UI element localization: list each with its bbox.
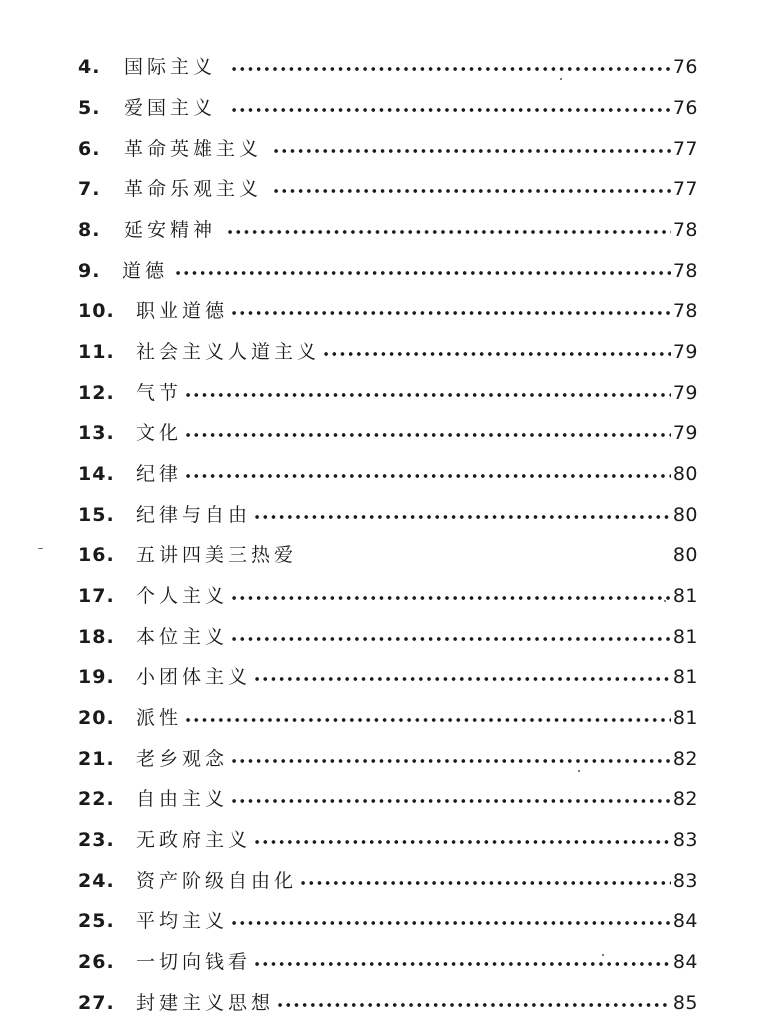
entry-number: 7.: [78, 178, 101, 200]
entry-number: 11.: [78, 341, 115, 363]
toc-entry: [78, 174, 698, 204]
entry-page-number: 80: [672, 463, 698, 485]
dot-leader: [226, 229, 671, 235]
entry-number: 5.: [78, 97, 101, 119]
entry-number: 13.: [78, 422, 115, 444]
toc-entry: [78, 459, 698, 489]
entry-page-number: 77: [672, 138, 698, 160]
entry-title: 个人主义: [136, 585, 229, 607]
entry-number: 27.: [78, 992, 115, 1014]
dot-leader: [230, 595, 671, 601]
entry-title: 气节: [136, 382, 183, 404]
entry-page-number: 77: [672, 178, 698, 200]
entry-page-number: 85: [672, 992, 698, 1014]
toc-entry: [78, 215, 698, 245]
dot-leader: [253, 676, 671, 682]
entry-page-number: 83: [672, 829, 698, 851]
dot-leader: [230, 636, 671, 642]
entry-number: 14.: [78, 463, 115, 485]
entry-number: 6.: [78, 138, 101, 160]
entry-page-number: 82: [672, 788, 698, 810]
dot-leader: [230, 107, 671, 113]
entry-title: 无政府主义: [136, 829, 252, 851]
entry-title: 资产阶级自由化: [136, 870, 298, 892]
entry-page-number: 79: [672, 422, 698, 444]
entry-page-number: 76: [672, 97, 698, 119]
dot-leader: [184, 717, 671, 723]
toc-entry: [78, 256, 698, 286]
dot-leader: [253, 961, 671, 967]
dot-leader: [184, 473, 671, 479]
entry-title: 国际主义: [124, 56, 217, 78]
entry-page-number: 80: [672, 504, 698, 526]
dot-leader: [253, 839, 671, 845]
entry-title: 道德: [122, 260, 169, 282]
entry-title: 老乡观念: [136, 748, 229, 770]
dot-leader: [230, 920, 671, 926]
entry-page-number: 76: [672, 56, 698, 78]
dot-leader: [174, 270, 671, 276]
dot-leader: [230, 798, 671, 804]
entry-number: 23.: [78, 829, 115, 851]
entry-page-number: 81: [672, 707, 698, 729]
toc-entry: [78, 93, 698, 123]
entry-number: 16.: [78, 544, 115, 566]
entry-title: 平均主义: [136, 910, 229, 932]
dot-leader: [272, 188, 671, 194]
toc-entry: [78, 52, 698, 82]
entry-title: 封建主义思想: [136, 992, 275, 1014]
entry-title: 本位主义: [136, 626, 229, 648]
entry-page-number: 82: [672, 748, 698, 770]
entry-number: 19.: [78, 666, 115, 688]
entry-number: 15.: [78, 504, 115, 526]
toc-entry: [78, 866, 698, 896]
entry-number: 24.: [78, 870, 115, 892]
scan-speck: [602, 954, 604, 956]
dot-leader: [184, 392, 671, 398]
entry-page-number: 81: [672, 666, 698, 688]
entry-title: 五讲四美三热爱: [136, 544, 298, 566]
entry-number: 21.: [78, 748, 115, 770]
toc-entry: [78, 500, 698, 530]
scan-speck: [560, 78, 562, 80]
entry-number: 18.: [78, 626, 115, 648]
entry-page-number: 81: [672, 626, 698, 648]
entry-page-number: 84: [672, 910, 698, 932]
toc-entry: [78, 784, 698, 814]
entry-title: 爱国主义: [124, 97, 217, 119]
toc-entry: [78, 540, 698, 570]
entry-title: 一切向钱看: [136, 951, 252, 973]
entry-title: 自由主义: [136, 788, 229, 810]
entry-title: 文化: [136, 422, 183, 444]
dot-leader: [230, 66, 671, 72]
entry-title: 社会主义人道主义: [136, 341, 321, 363]
toc-entry: [78, 662, 698, 692]
dot-leader: [230, 758, 671, 764]
scan-speck: [38, 548, 43, 549]
entry-title: 纪律与自由: [136, 504, 252, 526]
entry-page-number: 81: [672, 585, 698, 607]
scan-speck: [578, 770, 580, 772]
entry-title: 革命英雄主义: [124, 138, 263, 160]
toc-entry: [78, 296, 698, 326]
toc-entry: [78, 988, 698, 1018]
dot-leader: [299, 880, 671, 886]
entry-title: 延安精神: [124, 219, 217, 241]
dot-leader: [322, 351, 671, 357]
toc-entry: [78, 825, 698, 855]
scan-speck: [664, 600, 666, 602]
entry-title: 派性: [136, 707, 183, 729]
toc-entry: [78, 906, 698, 936]
entry-page-number: 80: [672, 544, 698, 566]
entry-page-number: 84: [672, 951, 698, 973]
entry-number: 26.: [78, 951, 115, 973]
entry-title: 革命乐观主义: [124, 178, 263, 200]
dot-leader: [184, 432, 671, 438]
toc-entry: [78, 744, 698, 774]
entry-number: 4.: [78, 56, 101, 78]
entry-number: 12.: [78, 382, 115, 404]
toc-entry: [78, 134, 698, 164]
entry-page-number: 78: [672, 260, 698, 282]
toc-entry: [78, 947, 698, 977]
entry-number: 25.: [78, 910, 115, 932]
entry-page-number: 83: [672, 870, 698, 892]
entry-number: 20.: [78, 707, 115, 729]
entry-number: 17.: [78, 585, 115, 607]
entry-number: 22.: [78, 788, 115, 810]
entry-page-number: 79: [672, 341, 698, 363]
entry-page-number: 78: [672, 219, 698, 241]
entry-title: 职业道德: [136, 300, 229, 322]
entry-number: 8.: [78, 219, 101, 241]
entry-title: 纪律: [136, 463, 183, 485]
toc-entry: [78, 703, 698, 733]
entry-page-number: 79: [672, 382, 698, 404]
entry-page-number: 78: [672, 300, 698, 322]
toc-entry: [78, 378, 698, 408]
toc-entry: [78, 418, 698, 448]
entry-title: 小团体主义: [136, 666, 252, 688]
toc-entry: [78, 622, 698, 652]
entry-number: 9.: [78, 260, 101, 282]
toc-entry: [78, 581, 698, 611]
dot-leader: [272, 148, 671, 154]
entry-number: 10.: [78, 300, 115, 322]
toc-entry: [78, 337, 698, 367]
dot-leader: [253, 514, 671, 520]
dot-leader: [230, 310, 671, 316]
dot-leader: [276, 1002, 671, 1008]
